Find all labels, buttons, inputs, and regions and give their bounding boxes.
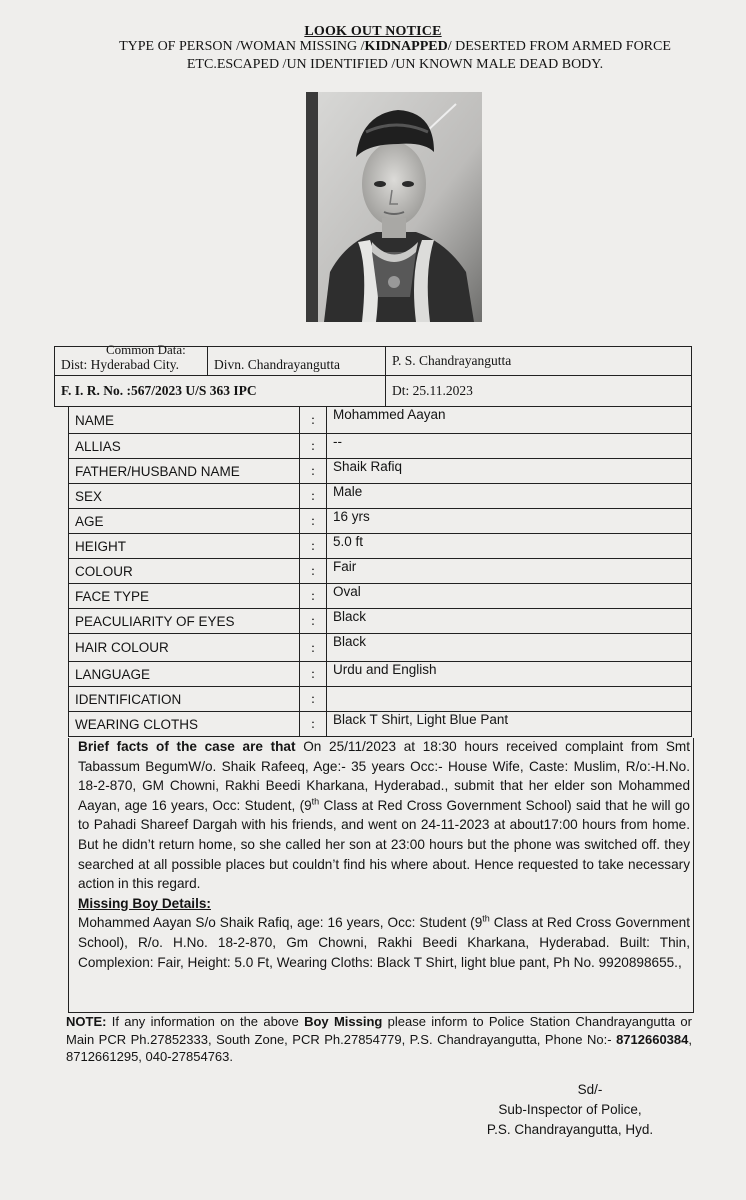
police-station-cell — [386, 347, 692, 376]
detail-value: Black — [333, 634, 367, 649]
detail-label: LANGUAGE — [75, 666, 151, 682]
detail-label-cell — [69, 687, 300, 712]
note-boy-missing: Boy Missing — [304, 1014, 383, 1029]
detail-label: FATHER/HUSBAND NAME — [75, 463, 240, 479]
facts-text-2: Class at Red Cross Government School) said that he will go to Pahadi Shareef Dargah with his friends, and went on 24-11-2023 at about17:00 hours from home. But he didn’t return home, so she called her son at 23:00 hours but the phone was switched off. they searched at all possible places but couldn’t find his where about. Hence requested to take necessary action in this regard. — [78, 797, 690, 892]
missing-person-photo — [306, 92, 482, 322]
detail-colon: : — [300, 434, 327, 459]
detail-row — [69, 459, 692, 484]
detail-label-cell — [69, 534, 300, 559]
fir-cell — [55, 376, 386, 407]
detail-colon: : — [300, 609, 327, 634]
detail-row — [69, 687, 692, 712]
detail-row — [69, 634, 692, 662]
detail-row — [69, 584, 692, 609]
detail-value: Mohammed Aayan — [333, 407, 446, 422]
detail-value: -- — [333, 434, 342, 449]
facts-text-1: On 25/11/2023 at 18:30 hours received complaint from Smt Tabassum BegumW/o. Shaik Rafeeq, Age:- 35 years Occ:- House Wife, Caste: Muslim, R/o:-H.No. 18-2-870, GM Chowni, Rakhi Beedi Kharkana, Hyderabad., submit that her elder son Mohammed Aayan, age 16 years, Occ: Student, (9 — [78, 739, 690, 813]
division-cell — [208, 347, 386, 376]
signature-block — [420, 1080, 720, 1140]
detail-value-cell — [327, 459, 692, 484]
detail-row — [69, 609, 692, 634]
detail-value: Shaik Rafiq — [333, 459, 403, 474]
note-phone: 8712660384 — [616, 1031, 689, 1047]
detail-row — [69, 559, 692, 584]
boy-sup: th — [482, 913, 490, 924]
detail-label-cell — [69, 407, 300, 434]
district-cell — [55, 347, 208, 376]
detail-label-cell — [69, 584, 300, 609]
signature-rank: Sub-Inspector of Police, — [498, 1102, 642, 1117]
detail-colon: : — [300, 484, 327, 509]
detail-row — [69, 407, 692, 434]
case-facts — [78, 737, 690, 972]
fir-row — [55, 376, 692, 407]
detail-label-cell — [69, 712, 300, 737]
detail-label: HAIR COLOUR — [75, 640, 169, 655]
note-text-2: please inform to Police Station Chandrayangutta or Main PCR Ph.27852333, South Zone, PCR Ph.27854779, P.S. Chandrayangutta, Phone No:- — [66, 1014, 692, 1047]
detail-label: AGE — [75, 513, 104, 529]
detail-row — [69, 484, 692, 509]
detail-row — [69, 509, 692, 534]
detail-label: WEARING CLOTHS — [75, 716, 199, 732]
boy-details-1: Mohammed Aayan S/o Shaik Rafiq, age: 16 years, Occ: Student (9 — [78, 915, 483, 931]
detail-value: Urdu and English — [333, 662, 437, 677]
type-text-1: TYPE OF PERSON /WOMAN MISSING / — [119, 39, 365, 54]
note-text-3: , 8712661295, 040-27854763. — [66, 1031, 692, 1064]
note-label: NOTE: — [66, 1014, 107, 1029]
portrait-image — [306, 92, 482, 322]
type-kidnapped: KIDNAPPED — [364, 39, 448, 54]
facts-heading: Brief facts of the case are that — [78, 739, 296, 754]
detail-label-cell — [69, 434, 300, 459]
detail-value-cell — [327, 434, 692, 459]
division-value: Divn. Chandrayangutta — [214, 357, 340, 372]
missing-boy-heading: Missing Boy Details: — [78, 895, 211, 911]
detail-label: IDENTIFICATION — [75, 691, 182, 707]
person-details-table — [68, 406, 692, 737]
detail-value-cell — [327, 634, 692, 662]
detail-label: FACE TYPE — [75, 588, 150, 604]
detail-value-cell — [327, 662, 692, 687]
detail-value: Black T Shirt, Light Blue Pant — [333, 712, 509, 727]
detail-colon: : — [300, 687, 327, 712]
detail-label: COLOUR — [75, 563, 133, 579]
detail-label-cell — [69, 484, 300, 509]
fir-number: F. I. R. No. :567/2023 U/S 363 IPC — [61, 383, 257, 398]
signature-station: P.S. Chandrayangutta, Hyd. — [486, 1122, 654, 1137]
detail-value: Black — [333, 609, 367, 624]
detail-value-cell — [327, 484, 692, 509]
detail-value: Male — [333, 484, 363, 499]
detail-row — [69, 662, 692, 687]
district-value: Dist: Hyderabad City. — [61, 357, 179, 372]
fir-date: Dt: 25.11.2023 — [392, 383, 473, 398]
detail-value-cell — [327, 687, 692, 712]
common-data-label: Common Data: — [106, 342, 186, 357]
detail-colon: : — [300, 584, 327, 609]
type-text-2: / DESERTED FROM ARMED FORCE ETC.ESCAPED /UN IDENTIFIED /UN KNOWN MALE DEAD BODY. — [186, 39, 671, 72]
detail-colon: : — [300, 712, 327, 737]
contact-note — [66, 1013, 692, 1066]
detail-colon: : — [300, 459, 327, 484]
detail-value-cell — [327, 509, 692, 534]
fir-date-cell — [386, 376, 692, 407]
common-data-table — [54, 346, 692, 407]
detail-value: Fair — [333, 559, 357, 574]
police-station-value: P. S. Chandrayangutta — [392, 353, 512, 368]
detail-value: Oval — [333, 584, 361, 599]
detail-row — [69, 712, 692, 737]
detail-value-cell — [327, 407, 692, 434]
detail-colon: : — [300, 634, 327, 662]
detail-label: PEACULIARITY OF EYES — [75, 613, 235, 629]
detail-value-cell — [327, 584, 692, 609]
notice-type-line — [110, 38, 680, 74]
detail-label: HEIGHT — [75, 538, 127, 554]
detail-value-cell — [327, 534, 692, 559]
detail-value: 5.0 ft — [333, 534, 364, 549]
notice-title: LOOK OUT NOTICE — [304, 24, 442, 39]
detail-row — [69, 534, 692, 559]
detail-value-cell — [327, 559, 692, 584]
detail-label-cell — [69, 559, 300, 584]
facts-sup-1: th — [311, 796, 320, 807]
detail-label-cell — [69, 609, 300, 634]
detail-label: SEX — [75, 488, 103, 504]
signature-sd: Sd/- — [577, 1082, 603, 1097]
detail-colon: : — [300, 662, 327, 687]
location-row — [55, 347, 692, 376]
detail-label-cell — [69, 459, 300, 484]
boy-details-2: Class at Red Cross Government School), R/o. H.No. 18-2-870, Gm Chowni, Rakhi Beedi Kharkana, Hyderabad. Built: Thin, Complexion: Fair, Height: 5.0 Ft, Wearing Cloths: Black T Shirt, light blue pant, Ph No. 9920898655., — [78, 915, 690, 970]
detail-row — [69, 434, 692, 459]
detail-value: 16 yrs — [333, 509, 370, 524]
detail-label-cell — [69, 634, 300, 662]
detail-colon: : — [300, 407, 327, 434]
detail-colon: : — [300, 534, 327, 559]
detail-label-cell — [69, 662, 300, 687]
detail-value-cell — [327, 609, 692, 634]
detail-label: ALLIAS — [75, 438, 121, 454]
detail-label-cell — [69, 509, 300, 534]
detail-colon: : — [300, 559, 327, 584]
detail-colon: : — [300, 509, 327, 534]
note-text-1: If any information on the above — [106, 1014, 305, 1029]
detail-value-cell — [327, 712, 692, 737]
detail-label: NAME — [75, 412, 115, 428]
